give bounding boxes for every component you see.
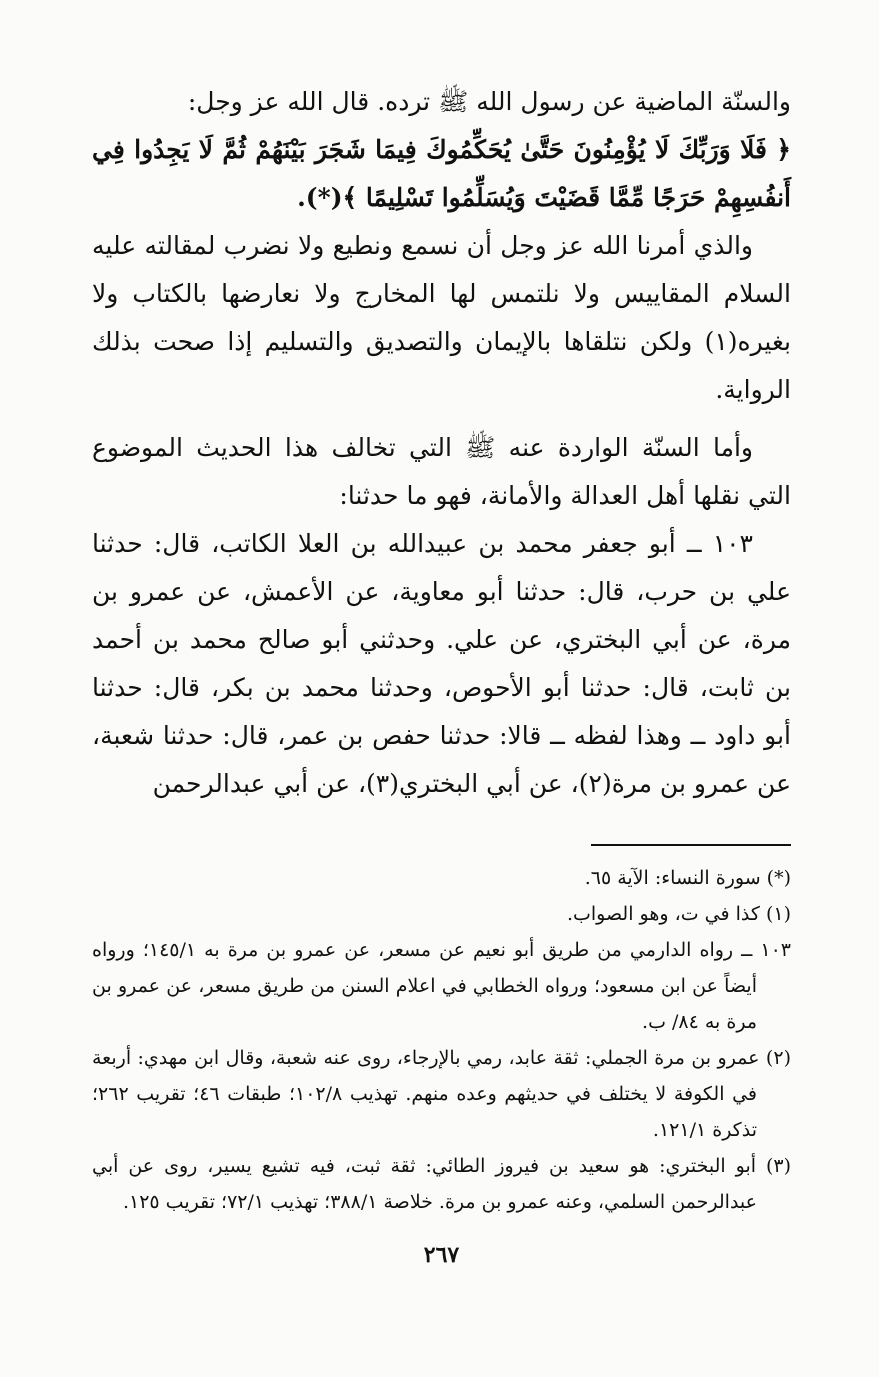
main-text [92,78,791,808]
footnote-3: (٣) أبو البختري: هو سعيد بن فيروز الطائي: ثقة ثبت، فيه تشيع يسير، روى عن أبي عبدالرحمن السلمي، وعنه عمرو بن مرة. خلاصة ٣٨٨/١؛ تهذيب ٧٢/١؛ تقريب ١٢٥. [92,1155,791,1213]
footnote-103: ١٠٣ ــ رواه الدارمي من طريق أبو نعيم عن مسعر، عن عمرو بن مرة به ١٤٥/١؛ ورواه أيضاً عن ابن مسعود؛ ورواه الخطابي في اعلام السنن من طريق مسعر، عن عمرو بن مرة به ٨٤/ ب. [92,939,791,1033]
paragraph-sunnah: وأما السنّة الواردة عنه ﷺ التي تخالف هذا الحديث الموضوع التي نقلها أهل العدالة والأمانة، فهو ما حدثنا: [92,433,791,510]
page-number: ٢٦٧ [423,1242,460,1268]
footnotes [92,860,791,1220]
footnote-2: (٢) عمرو بن مرة الجملي: ثقة عابد، رمي بالإرجاء، روى عنه شعبة، وقال ابن مهدي: أربعة في الكوفة لا يختلف في حديثهم وعده منهم. تهذيب ١٠٢/٨؛ طبقات ٤٦؛ تقريب ٢٦٢؛ تذكرة ١٢١/١. [92,1047,791,1141]
footnote-divider [591,844,791,846]
footnote-quran-ref: (*) سورة النساء: الآية ٦٥. [584,867,791,889]
hadith-103-isnad: ١٠٣ ــ أبو جعفر محمد بن عبيدالله بن العلا الكاتب، قال: حدثنا علي بن حرب، قال: حدثنا أبو معاوية، عن الأعمش، عن عمرو بن مرة، عن أبي البختري، عن علي. وحدثني أبو صالح محمد بن أحمد بن ثابت، قال: حدثنا أبو الأحوص، وحدثنا محمد بن بكر، قال: حدثنا أبو داود ــ وهذا لفظه ــ قالا: حدثنا حفص بن عمر، قال: حدثنا شعبة، عن عمرو بن مرة(٢)، عن أبي البختري(٣)، عن أبي عبدالرحمن [92,529,791,798]
opening-line: والسنّة الماضية عن رسول الله ﷺ ترده. قال الله عز وجل: [187,87,791,116]
footnote-1: (١) كذا في ت، وهو الصواب. [566,903,791,925]
quran-verse: ﴿ فَلَا وَرَبِّكَ لَا يُؤْمِنُونَ حَتَّىٰ يُحَكِّمُوكَ فِيمَا شَجَرَ بَيْنَهُمْ ثُمَّ لَا يَجِدُوا فِي أَنفُسِهِمْ حَرَجًا مِّمَّا قَضَيْتَ وَيُسَلِّمُوا تَسْلِيمًا ﴾(*). [92,135,791,212]
paragraph-obedience: والذي أمرنا الله عز وجل أن نسمع ونطيع ولا نضرب لمقالته عليه السلام المقاييس ولا نلتمس لها المخارج ولا نعارضها بالكتاب ولا بغيره(١) ولكن نتلقاها بالإيمان والتصديق والتسليم إذا صحت بذلك الرواية. [92,231,791,404]
